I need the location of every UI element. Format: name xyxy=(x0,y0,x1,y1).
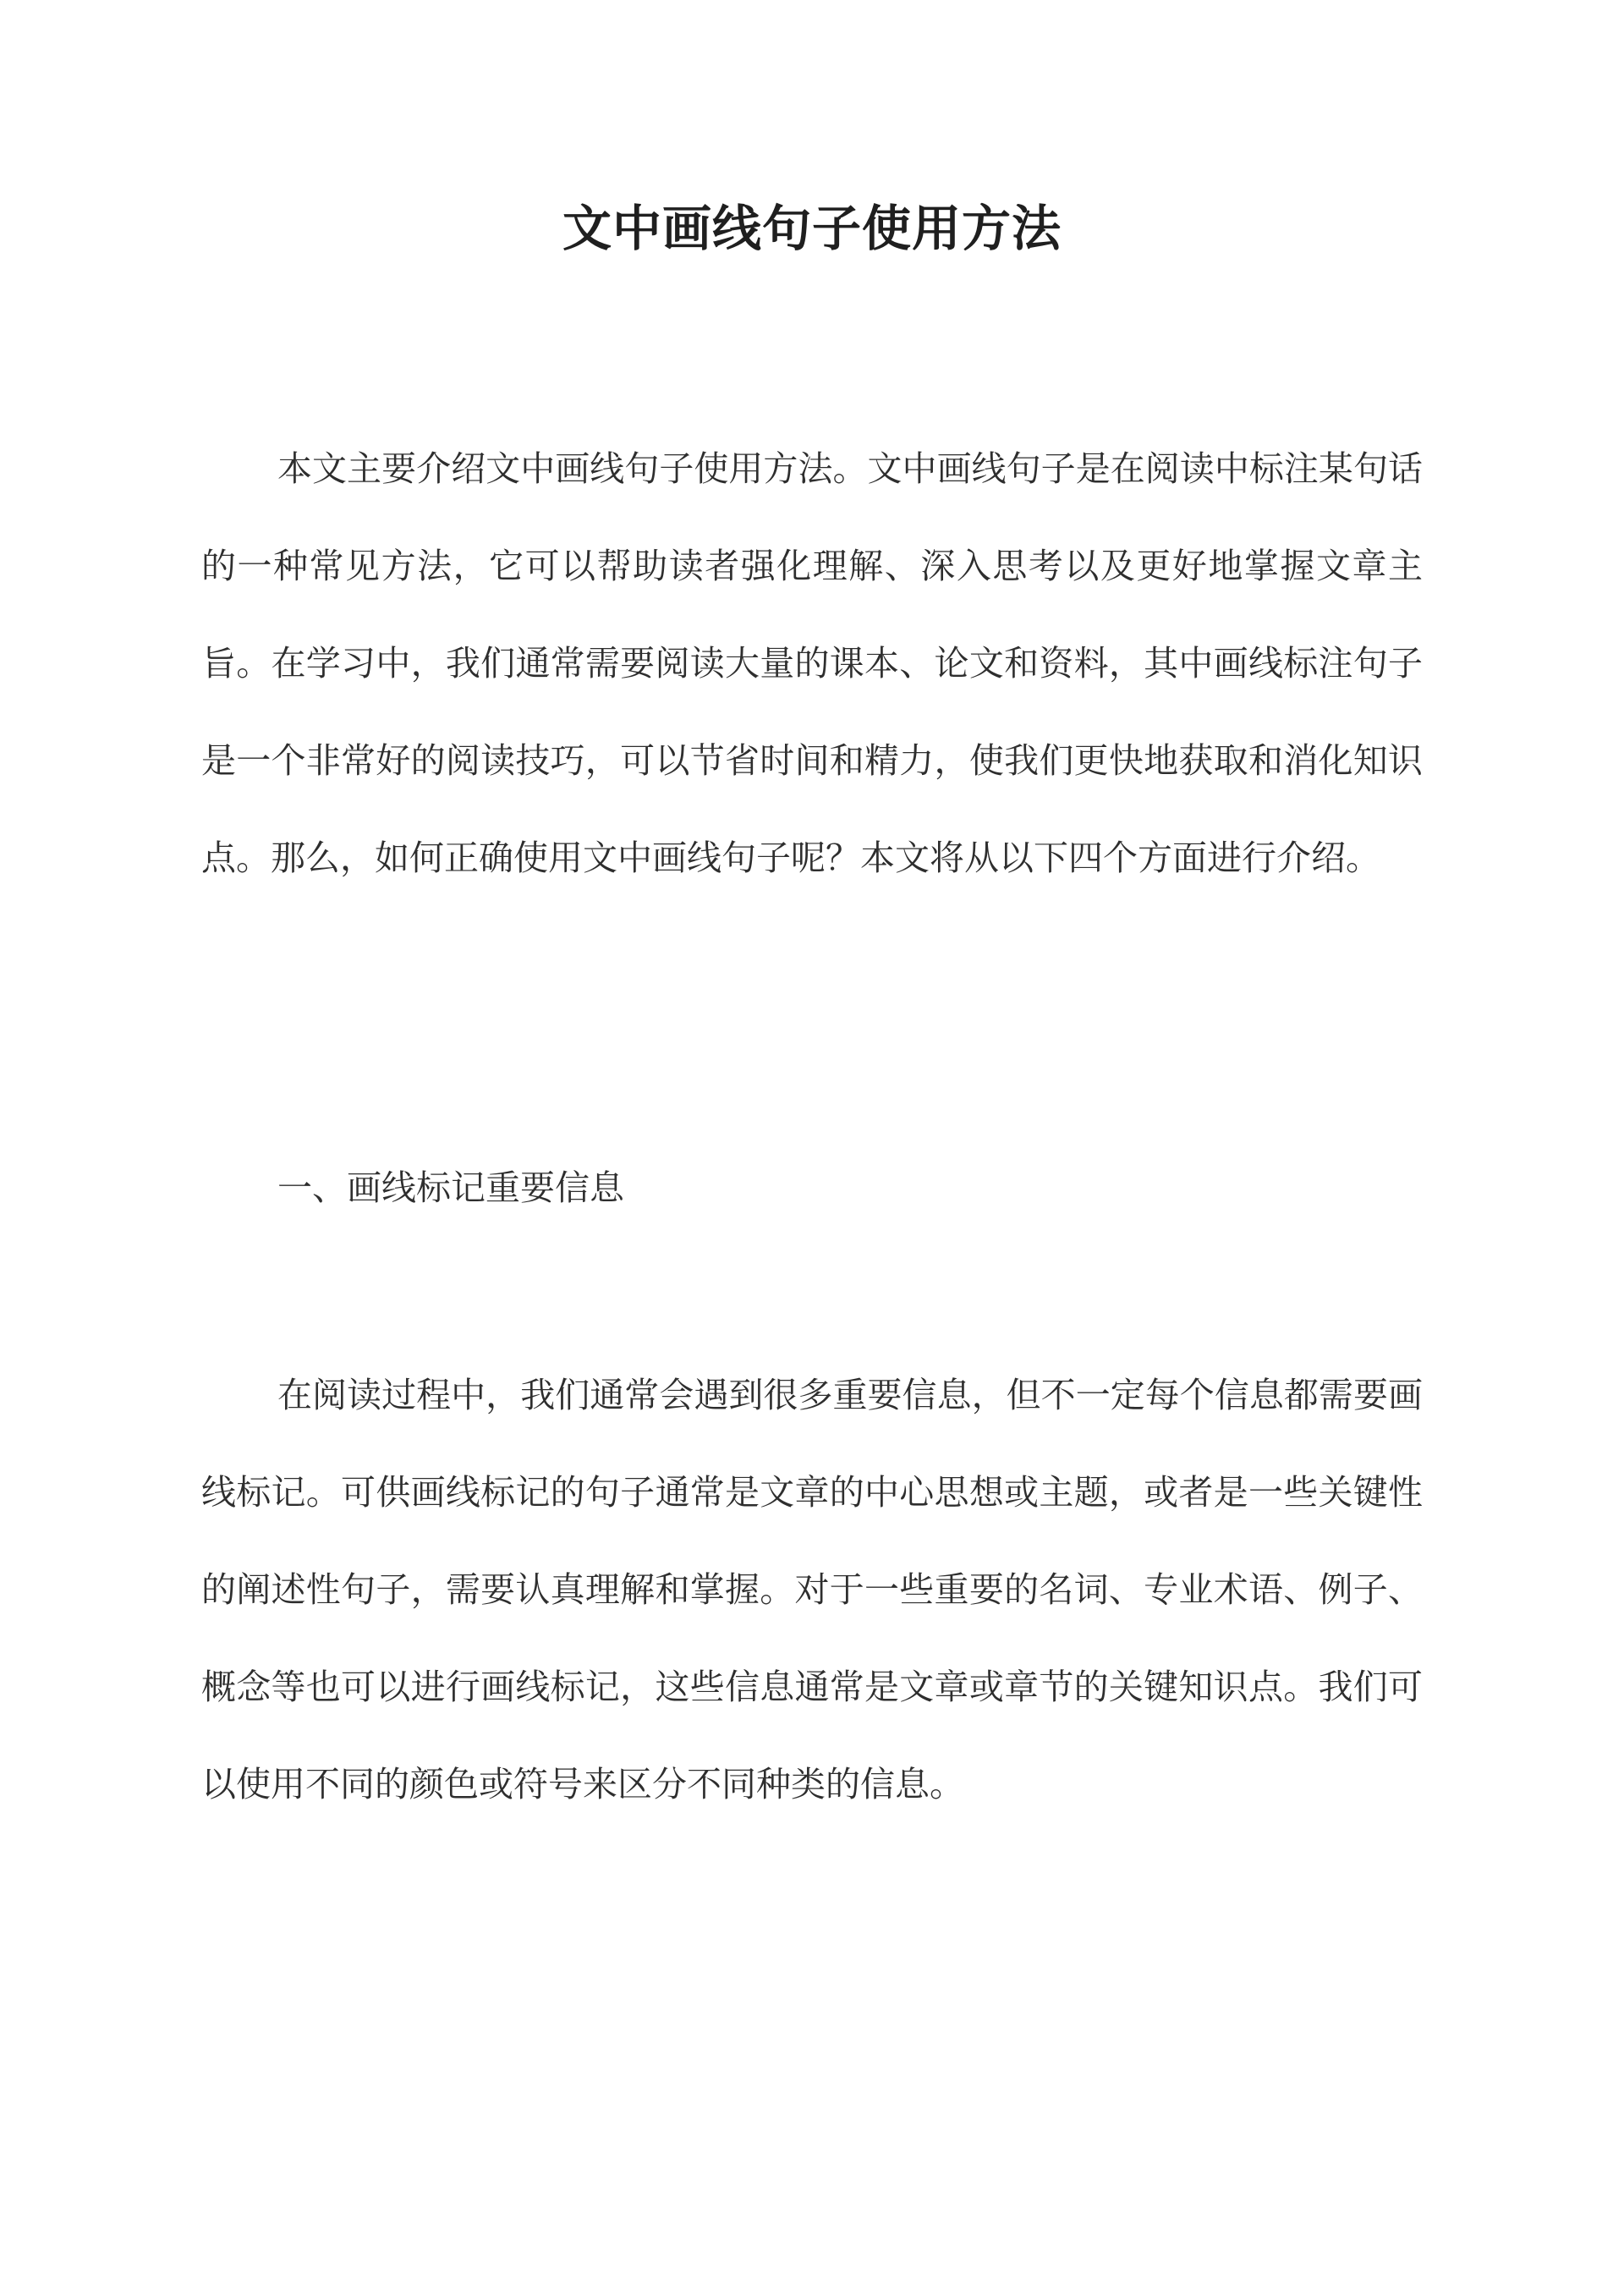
intro-paragraph: 本文主要介绍文中画线句子使用方法。文中画线句子是在阅读中标注某句话的一种常见方法，它可以帮助读者强化理解、深入思考以及更好地掌握文章主旨。在学习中，我们通常需要阅读大量的课本、论文和资料，其中画线标注句子是一个非常好的阅读技巧，可以节省时间和精力，使我们更快地获取和消化知识点。那么，如何正确使用文中画线句子呢？本文将从以下四个方面进行介绍。 xyxy=(201,448,1423,878)
document-title: 文中画线句子使用方法 xyxy=(562,200,1062,257)
section-heading: 一、画线标记重要信息 xyxy=(277,1167,624,1208)
section-paragraph: 在阅读过程中，我们通常会遇到很多重要信息，但不一定每个信息都需要画线标记。可供画线标记的句子通常是文章的中心思想或主题，或者是一些关键性的阐述性句子，需要认真理解和掌握。对于一些重要的名词、专业术语、例子、概念等也可以进行画线标记，这些信息通常是文章或章节的关键知识点。我们可以使用不同的颜色或符号来区分不同种类的信息。 xyxy=(201,1375,1423,1804)
